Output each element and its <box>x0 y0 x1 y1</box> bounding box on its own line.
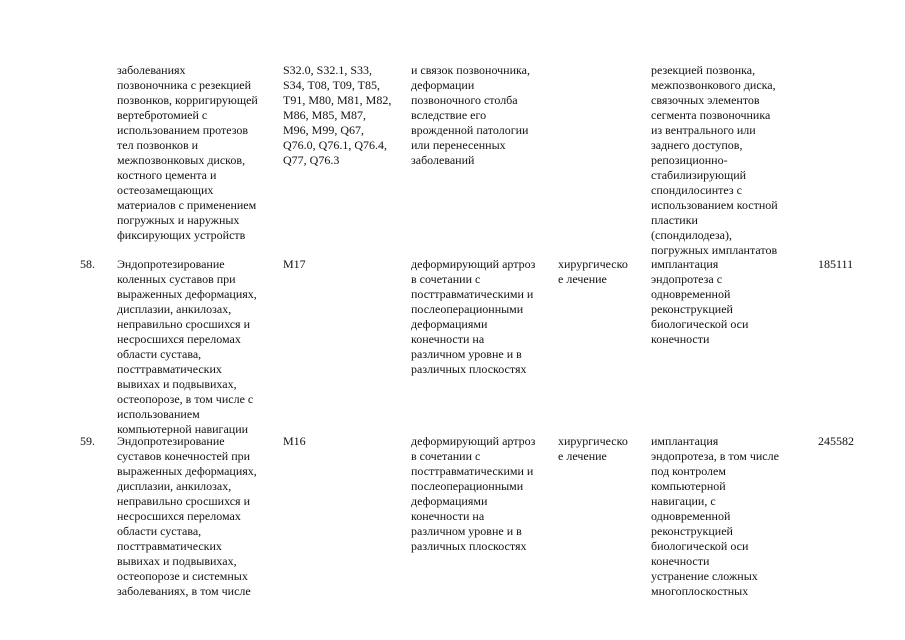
treatment-method: имплантация эндопротеза, в том числе под контролем компьютерной навигации, с одновременной реконструкцией биологической оси конечности устранение сложных многоплоскостных <box>651 434 779 598</box>
treatment-type: хирургическо е лечение <box>558 434 628 463</box>
diagnosis-codes: M17 <box>283 257 306 271</box>
procedure-name: Эндопротезирование суставов конечностей при выраженных деформациях, дисплазии, анкилозах, неправильно сросшихся и несросшихся переломах области сустава, посттравматических вывихах и подвывихах, остеопорозе и системных заболеваниях, в том числе <box>117 434 257 598</box>
diagnosis-codes: S32.0, S32.1, S33, S34, T08, T09, T85, T91, M80, M81, M82, M86, M85, M87, M96, M99, Q67, Q76.0, Q76.1, Q76.4, Q77, Q76.3 <box>283 63 392 167</box>
treatment-method: резекцией позвонка, межпозвонкового диска, связочных элементов сегмента позвоночника из вентрального или заднего доступов, репозиционно- стабилизирующий спондилосинтез с использованием костной пластики (спондилодеза), погружных имплантатов <box>651 63 778 257</box>
treatment-type: хирургическо е лечение <box>558 257 628 286</box>
patient-model: деформирующий артроз в сочетании с посттравматическими и послеоперационными деформациями конечности на различном уровне и в различных плоскостях <box>411 434 536 553</box>
cost-value: 245582 <box>818 434 854 448</box>
row-number: 58. <box>80 257 95 271</box>
treatment-method: имплантация эндопротеза с одновременной реконструкцией биологической оси конечности <box>651 257 749 346</box>
cost-value: 185111 <box>818 257 854 271</box>
patient-model: и связок позвоночника, деформации позвоночного столба вследствие его врожденной патологии или перенесенных заболеваний <box>411 63 530 167</box>
procedure-name: Эндопротезирование коленных суставов при выраженных деформациях, дисплазии, анкилозах, неправильно сросшихся и несросшихся переломах области сустава, посттравматических вывихах и подвывихах, остеопорозе, в том числе с использованием компьютерной навигации <box>117 257 257 436</box>
diagnosis-codes: M16 <box>283 434 306 448</box>
row-number: 59. <box>80 434 95 448</box>
patient-model: деформирующий артроз в сочетании с посттравматическими и послеоперационными деформациями конечности на различном уровне и в различных плоскостях <box>411 257 536 376</box>
procedure-name: заболеваниях позвоночника с резекцией позвонков, корригирующей вертебротомией с использованием протезов тел позвонков и межпозвонковых дисков, костного цемента и остеозамещающих материалов с применением погружных и наружных фиксирующих устройств <box>117 63 258 242</box>
